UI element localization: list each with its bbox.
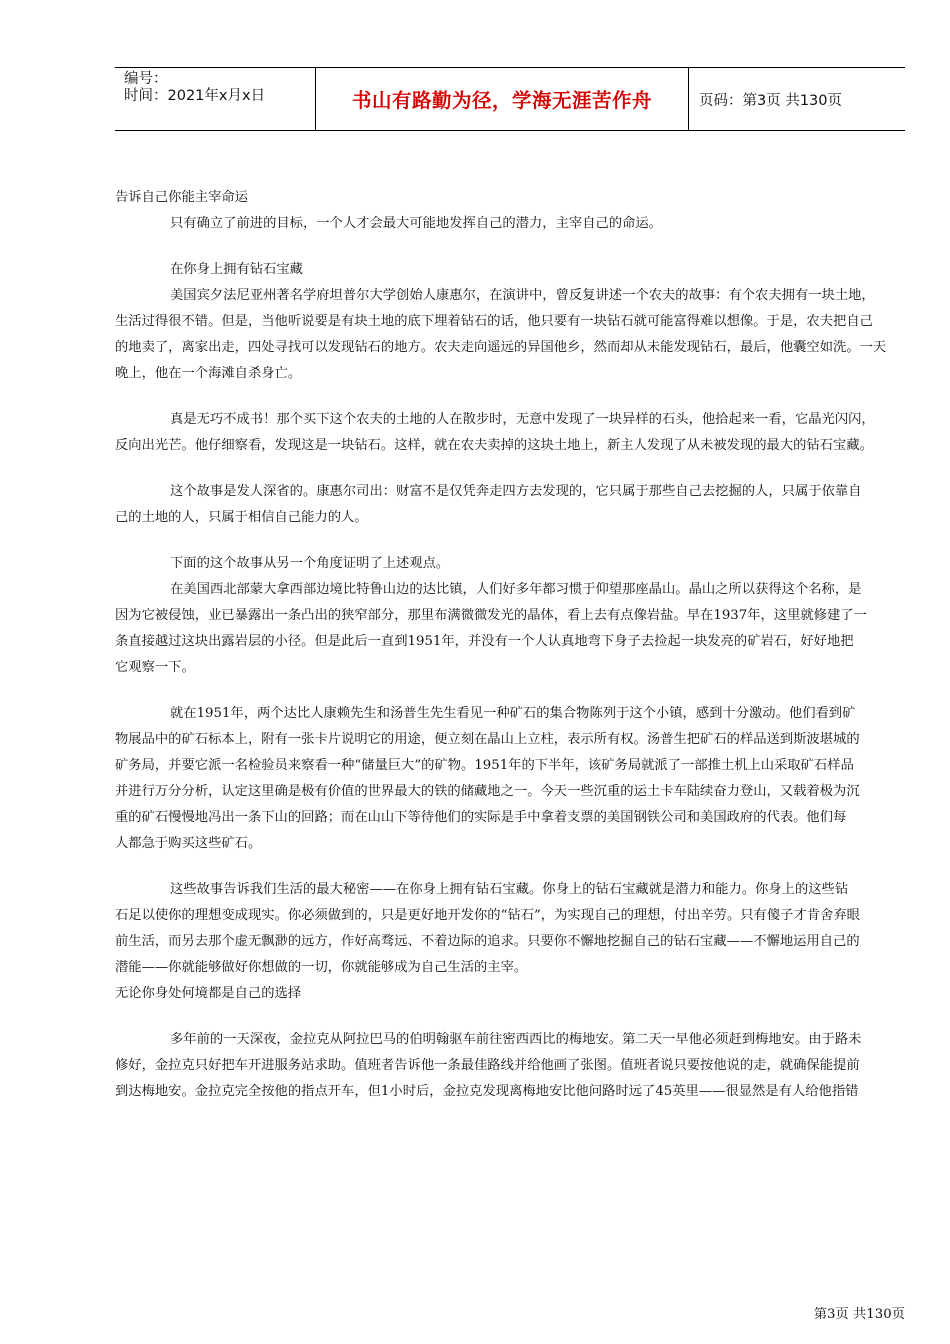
page-header: [115, 67, 905, 131]
header-motto: 书山有路勤为径，学海无涯苦作舟: [315, 68, 689, 130]
paragraph-line: 只有确立了前进的目标，一个人才会最大可能地发挥自己的潜力，主宰自己的命运。: [170, 216, 662, 231]
document-number-label: 编号：: [124, 71, 168, 87]
paragraph-line: 反向出光芒。他仔细察看，发现这是一块钻石。这样，就在农夫卖掉的这块土地上，新主人发现了从未被发现的最大的钻石宝藏。: [115, 438, 873, 453]
section-title: 无论你身处何境都是自己的选择: [115, 986, 302, 1001]
paragraph-line: 美国宾夕法尼亚州著名学府坦普尔大学创始人康惠尔，在演讲中，曾反复讲述一个农夫的故事：有个农夫拥有一块土地，: [170, 288, 875, 303]
paragraph-line: 生活过得很不错。但是，当他听说要是有块土地的底下埋着钻石的话，他只要有一块钻石就可能富得难以想像。于是，农夫把自己: [115, 314, 873, 329]
paragraph-line: 下面的这个故事从另一个角度证明了上述观点。: [170, 556, 450, 571]
page-footer: 第3页 共130页: [813, 1307, 905, 1322]
paragraph-line: 矿务局，并要它派一名检验员来察看一种“储量巨大”的矿物。1951年的下半年，该矿务局就派了一部推土机上山采取矿石样品: [115, 758, 854, 773]
paragraph-line: 真是无巧不成书！那个买下这个农夫的土地的人在散步时，无意中发现了一块异样的石头，他拾起来一看，它晶光闪闪，: [170, 412, 875, 427]
paragraph-line: 重的矿石慢慢地冯出一条下山的回路；而在山山下等待他们的实际是手中拿着支票的美国钢铁公司和美国政府的代表。他们每: [115, 810, 847, 825]
header-info-cell: [115, 68, 315, 130]
paragraph-line: 的地卖了，离家出走，四处寻找可以发现钻石的地方。农夫走向遥远的异国他乡，然而却从未能发现钻石，最后，他囊空如洗。一天: [115, 340, 887, 355]
document-date: 时间：2021年x月x日: [124, 88, 266, 104]
paragraph-line: 潜能——你就能够做好你想做的一切，你就能够成为自己生活的主宰。: [115, 960, 528, 975]
header-page-number: 页码：第3页 共130页: [699, 92, 843, 109]
paragraph-line: 这些故事告诉我们生活的最大秘密——在你身上拥有钻石宝藏。你身上的钻石宝藏就是潜力和能力。你身上的这些钻: [170, 882, 849, 897]
document-body: [115, 185, 905, 1105]
paragraph-line: 前生活，而另去那个虚无飘渺的远方，作好高骛远、不着边际的追求。只要你不懈地挖掘自己的钻石宝藏——不懈地运用自己的: [115, 934, 860, 949]
section-title: 在你身上拥有钻石宝藏: [170, 262, 303, 277]
paragraph-line: 并进行万分分析，认定这里确是极有价值的世界最大的铁的储藏地之一。今天一些沉重的运土卡车陆续奋力登山，又载着极为沉: [115, 784, 860, 799]
paragraph-line: 晚上，他在一个海滩自杀身亡。: [115, 366, 302, 381]
paragraph-line: 物展品中的矿石标本上，附有一张卡片说明它的用途，便立刻在晶山上立柱，表示所有权。汤普生把矿石的样品送到斯波堪城的: [115, 732, 860, 747]
paragraph-line: 这个故事是发人深省的。康惠尔司出：财富不是仅凭奔走四方去发现的，它只属于那些自己去挖掘的人，只属于依靠自: [170, 484, 862, 499]
paragraph-line: 到达梅地安。金拉克完全按他的指点开车，但1小时后，金拉克发现离梅地安比他问路时远了45英里——很显然是有人给他指错: [115, 1084, 859, 1099]
paragraph-line: 己的土地的人，只属于相信自己能力的人。: [115, 510, 368, 525]
paragraph-line: 人都急于购买这些矿石。: [115, 836, 262, 851]
paragraph-line: 它观察一下。: [115, 660, 195, 675]
paragraph-line: 修好，金拉克只好把车开进服务站求助。值班者告诉他一条最佳路线并给他画了张图。值班者说只要按他说的走，就确保能提前: [115, 1058, 860, 1073]
paragraph-line: 因为它被侵蚀，业已暴露出一条凸出的狭窄部分，那里布满微微发光的晶体，看上去有点像岩盐。早在1937年，这里就修建了一: [115, 608, 867, 623]
paragraph-line: 就在1951年，两个达比人康赖先生和汤普生先生看见一种矿石的集合物陈列于这个小镇，感到十分激动。他们看到矿: [170, 706, 856, 721]
paragraph-line: 石足以使你的理想变成现实。你必须做到的，只是更好地开发你的“钻石”，为实现自己的理想，付出辛劳。只有傻子才肯舍弃眼: [115, 908, 860, 923]
section-title: 告诉自己你能主宰命运: [115, 190, 248, 205]
paragraph-line: 条直接越过这块出露岩层的小径。但是此后一直到1951年，并没有一个人认真地弯下身子去捡起一块发亮的矿岩石，好好地把: [115, 634, 854, 649]
paragraph-line: 在美国西北部蒙大拿西部边境比特鲁山边的达比镇，人们好多年都习惯于仰望那座晶山。晶山之所以获得这个名称，是: [170, 582, 862, 597]
paragraph-line: 多年前的一天深夜，金拉克从阿拉巴马的伯明翰驱车前往密西西比的梅地安。第二天一早他必须赶到梅地安。由于路未: [170, 1032, 862, 1047]
